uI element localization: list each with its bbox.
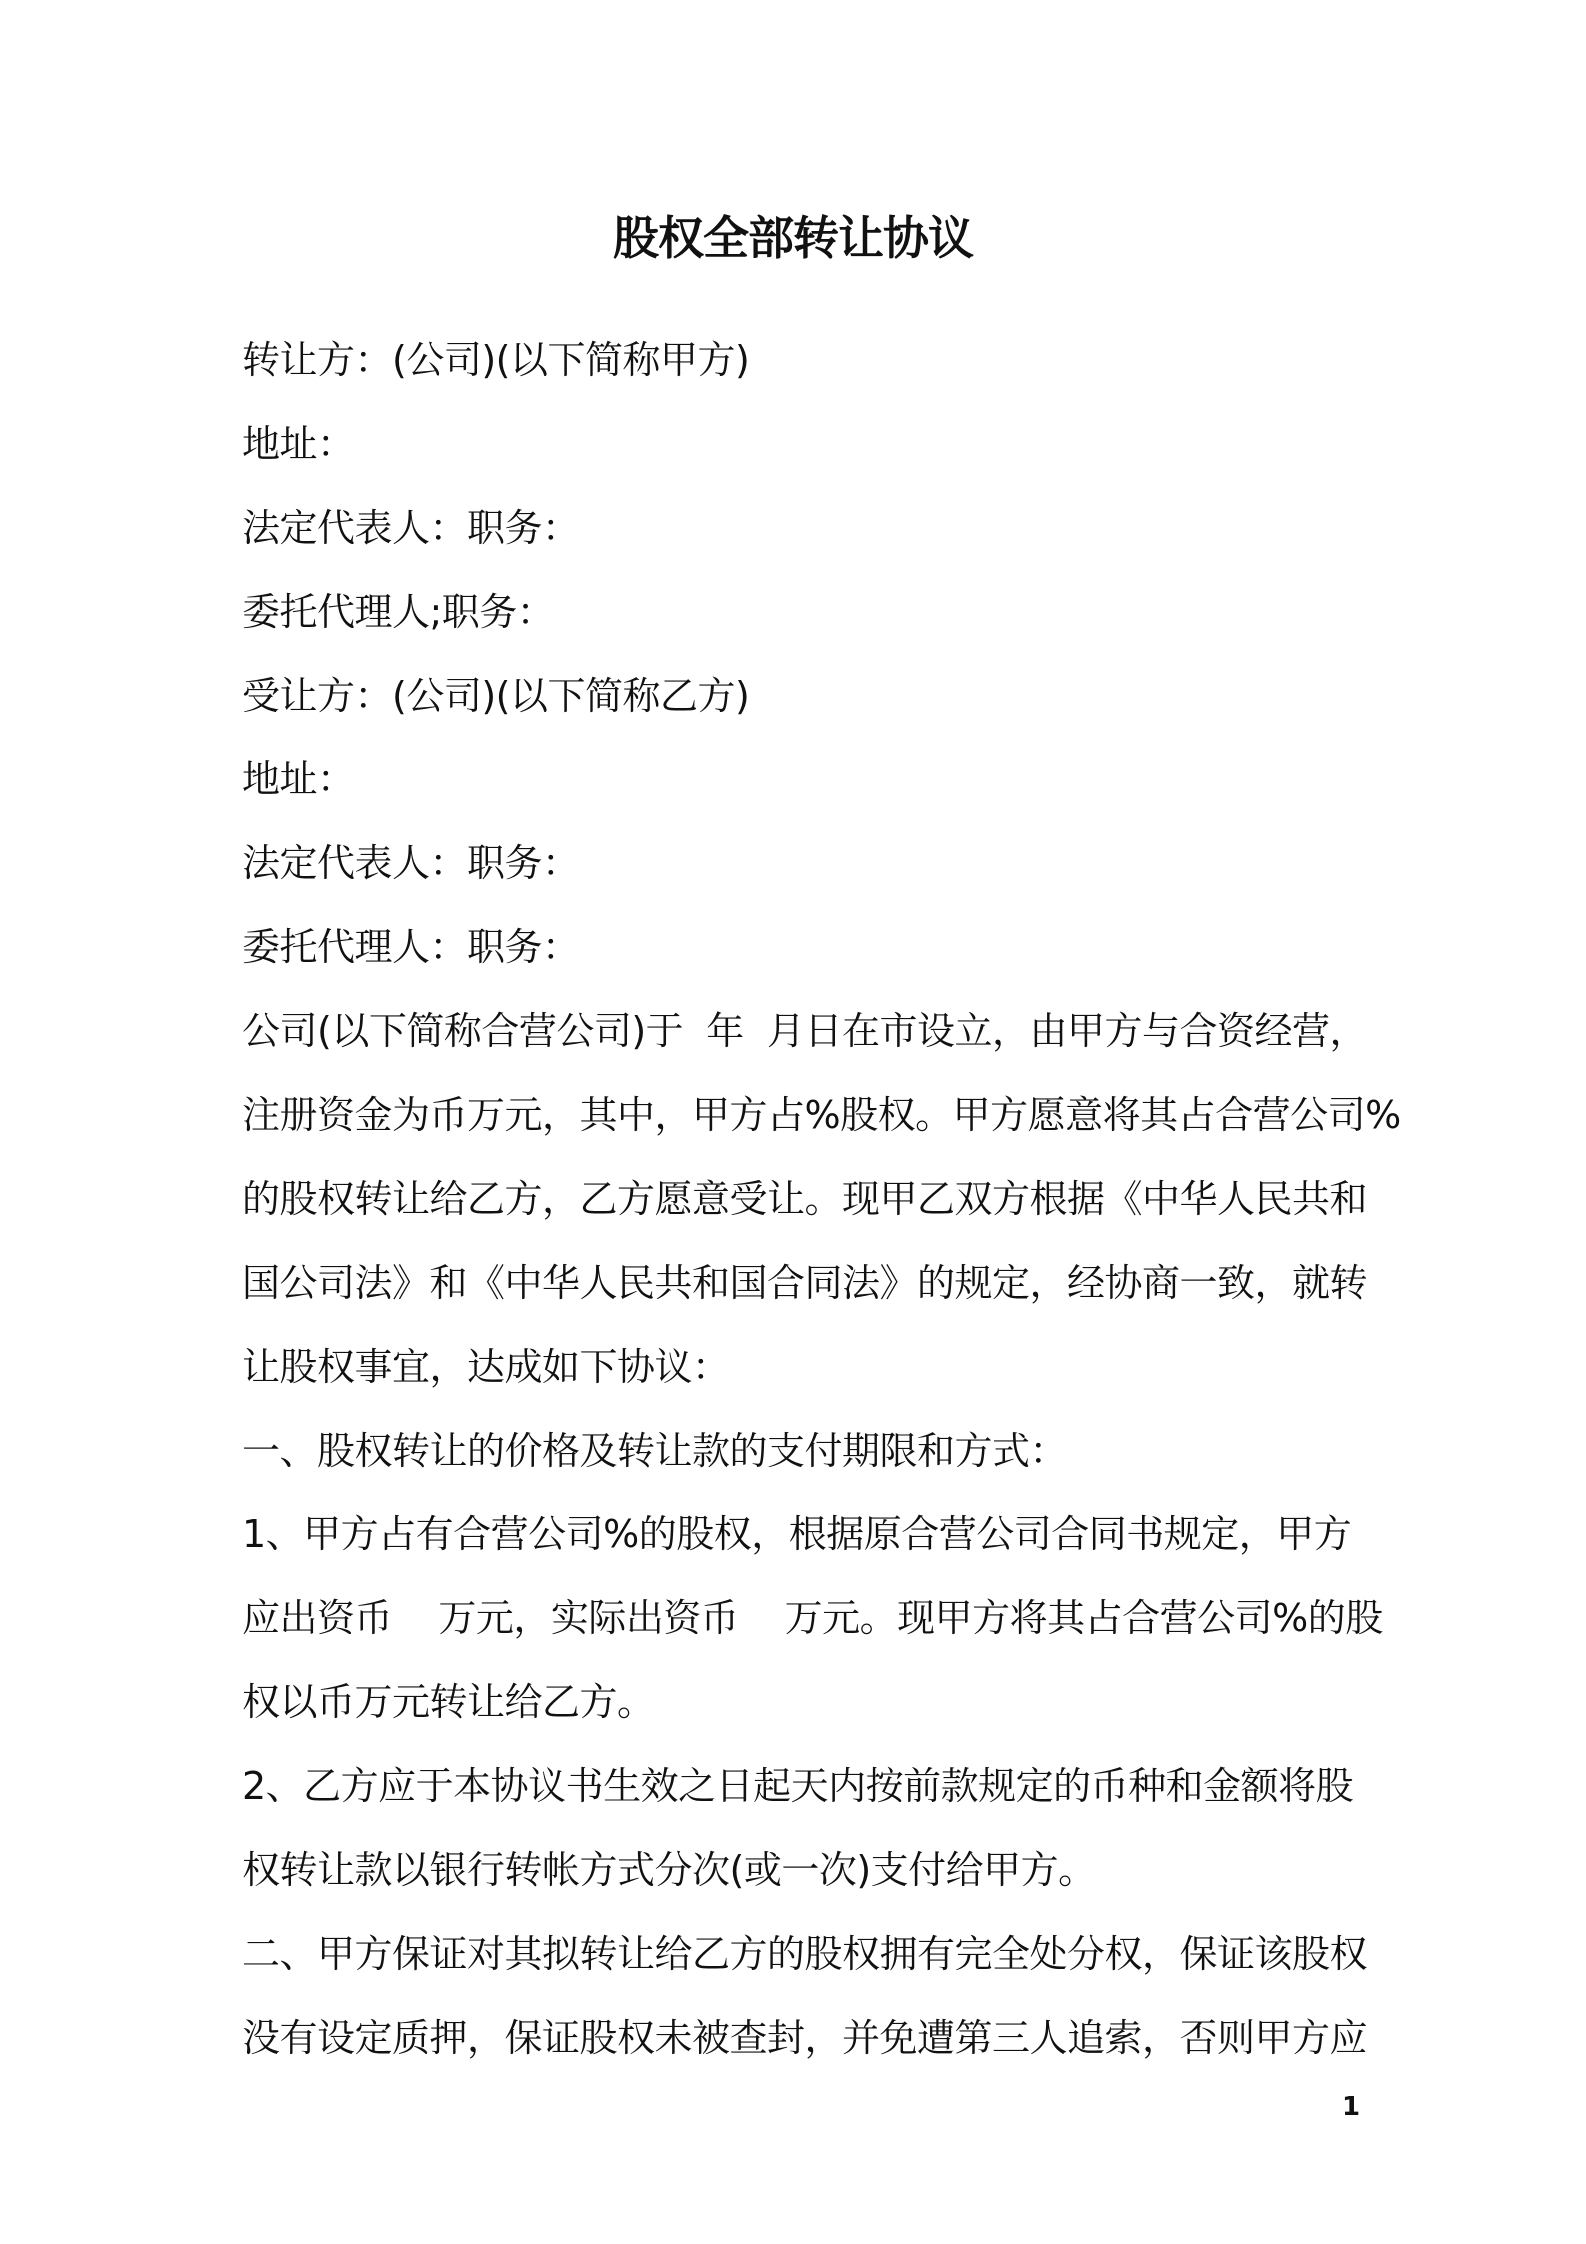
document-title: 股权全部转让协议	[613, 211, 973, 265]
text-line: 一、股权转让的价格及转让款的支付期限和方式：	[242, 1428, 1068, 1473]
text-line: 国公司法》和《中华人民共和国合同法》的规定，经协商一致，就转	[242, 1260, 1368, 1305]
text-line: 权以币万元转让给乙方。	[242, 1680, 655, 1725]
text-line: 转让方：(公司)(以下简称甲方)	[242, 338, 750, 382]
text-line: 注册资金为币万元，其中，甲方占%股权。甲方愿意将其占合营公司%	[242, 1093, 1401, 1138]
text-line: 受让方：(公司)(以下简称乙方)	[242, 673, 750, 718]
text-line: 公司(以下简称合营公司)于 年 月日在市设立，由甲方与合资经营，	[242, 1009, 1367, 1054]
text-line: 权转让款以银行转帐方式分次(或一次)支付给甲方。	[242, 1848, 1096, 1893]
text-line: 应出资币 万元，实际出资币 万元。现甲方将其占合营公司%的股	[242, 1596, 1383, 1641]
text-line: 二、甲方保证对其拟转让给乙方的股权拥有完全处分权，保证该股权	[242, 1931, 1368, 1976]
text-line: 2、乙方应于本协议书生效之日起天内按前款规定的币种和金额将股	[242, 1764, 1354, 1809]
document-body	[242, 334, 1401, 2096]
text-line: 让股权事宜，达成如下协议：	[242, 1344, 730, 1389]
text-line: 没有设定质押，保证股权未被查封，并免遭第三人追索，否则甲方应	[242, 2015, 1368, 2060]
text-line: 地址：	[242, 757, 355, 802]
text-line: 地址：	[242, 421, 355, 466]
page-number: 1	[1342, 2092, 1361, 2122]
text-line: 的股权转让给乙方，乙方愿意受让。现甲乙双方根据《中华人民共和	[242, 1176, 1368, 1221]
text-line: 委托代理人：职务：	[242, 925, 580, 970]
text-line: 1、甲方占有合营公司%的股权，根据原合营公司合同书规定，甲方	[242, 1512, 1352, 1557]
text-line: 法定代表人：职务：	[242, 841, 580, 886]
text-line: 法定代表人：职务：	[242, 505, 580, 550]
text-line: 委托代理人;职务：	[242, 589, 555, 634]
